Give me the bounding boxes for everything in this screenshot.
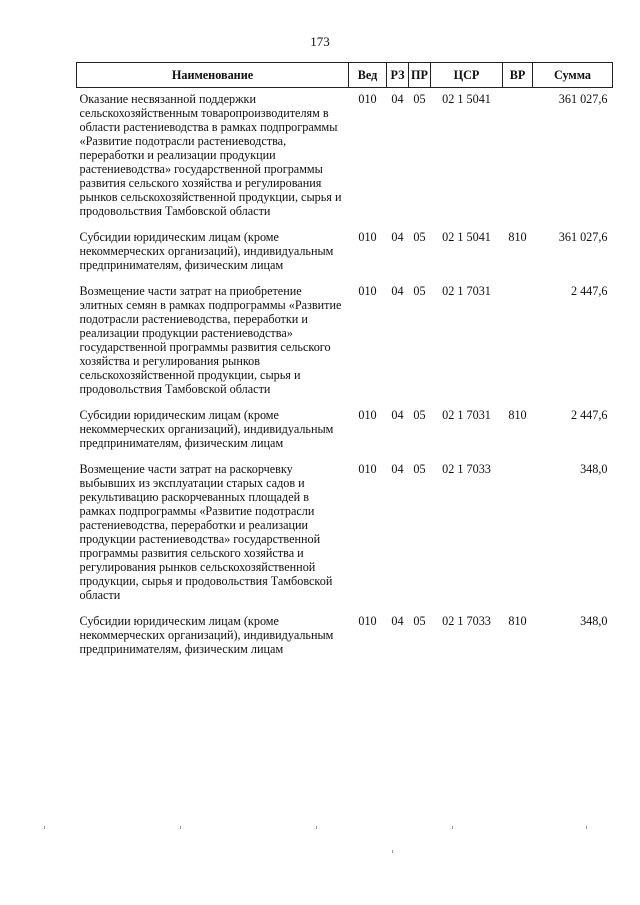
row-name: Оказание несвязанной поддержки сельскохозяйственным товаропроизводителям в области растениеводства в рамках подпрограммы «Развитие подотрасли растениеводства, переработки и реализации продукции растениеводства» государственной программы развития сельского хозяйства и регулирования рынков сельскохозяйственной продукции, сырья и продовольствия Тамбовской области	[79, 92, 342, 218]
row-csr: 02 1 7033	[442, 462, 491, 476]
row-csr: 02 1 7031	[442, 284, 491, 298]
header-name: Наименование	[77, 63, 349, 88]
table-row	[77, 462, 613, 614]
row-ved: 010	[358, 284, 377, 298]
table-row	[77, 284, 613, 408]
row-sum: 348,0	[580, 462, 608, 476]
header-sum: Сумма	[533, 63, 613, 88]
header-vr: ВР	[503, 63, 533, 88]
row-pr: 05	[413, 614, 426, 628]
header-rz: РЗ	[387, 63, 409, 88]
scan-mark	[316, 826, 317, 829]
row-rz: 04	[391, 408, 404, 422]
row-sum: 2 447,6	[570, 408, 608, 422]
table-row	[77, 88, 613, 231]
row-name: Субсидии юридическим лицам (кроме некоммерческих организаций), индивидуальным предпринимателям, физическим лицам	[79, 614, 334, 656]
row-rz: 04	[391, 92, 404, 106]
row-ved: 010	[358, 614, 377, 628]
row-vr: 810	[508, 614, 527, 628]
table-row	[77, 408, 613, 462]
table-row	[77, 614, 613, 668]
row-ved: 010	[358, 230, 377, 244]
row-rz: 04	[391, 614, 404, 628]
row-pr: 05	[413, 92, 426, 106]
row-sum: 361 027,6	[558, 92, 608, 106]
row-rz: 04	[391, 284, 404, 298]
row-ved: 010	[358, 408, 377, 422]
row-vr	[503, 462, 533, 614]
row-csr: 02 1 5041	[442, 92, 491, 106]
row-csr: 02 1 7033	[442, 614, 491, 628]
row-sum: 348,0	[580, 614, 608, 628]
row-sum: 361 027,6	[558, 230, 608, 244]
row-name: Субсидии юридическим лицам (кроме некоммерческих организаций), индивидуальным предпринимателям, физическим лицам	[79, 230, 334, 272]
row-rz: 04	[391, 230, 404, 244]
budget-table	[76, 62, 613, 668]
scan-mark	[452, 826, 453, 829]
row-sum: 2 447,6	[570, 284, 608, 298]
scan-mark	[180, 826, 181, 829]
header-csr: ЦСР	[431, 63, 503, 88]
scan-mark	[392, 850, 393, 853]
row-pr: 05	[413, 462, 426, 476]
row-rz: 04	[391, 462, 404, 476]
row-ved: 010	[358, 462, 377, 476]
row-csr: 02 1 5041	[442, 230, 491, 244]
row-pr: 05	[413, 230, 426, 244]
row-name: Возмещение части затрат на приобретение элитных семян в рамках подпрограммы «Развитие подотрасли растениеводства, переработки и реализации продукции растениеводства» государственной программы развития сельского хозяйства и регулирования рынков сельскохозяйственной продукции, сырья и продовольствия Тамбовской области	[79, 284, 342, 396]
row-vr: 810	[508, 408, 527, 422]
row-name: Возмещение части затрат на раскорчевку выбывших из эксплуатации старых садов и рекультивацию раскорчеванных площадей в рамках подпрограммы «Развитие подотрасли растениеводства, переработки и реализации продукции растениеводства» государственной программы развития сельского хозяйства и регулирования рынков сельскохозяйственной продукции, сырья и продовольствия Тамбовской области	[79, 462, 333, 602]
table-header-row	[77, 63, 613, 88]
row-csr: 02 1 7031	[442, 408, 491, 422]
row-vr: 810	[508, 230, 527, 244]
scan-marks	[0, 826, 640, 886]
page-number: 173	[310, 34, 330, 49]
row-pr: 05	[413, 408, 426, 422]
header-pr: ПР	[409, 63, 431, 88]
header-ved: Вед	[349, 63, 387, 88]
row-vr	[503, 88, 533, 231]
scan-mark	[586, 826, 587, 829]
row-ved: 010	[358, 92, 377, 106]
row-vr	[503, 284, 533, 408]
table-row	[77, 230, 613, 284]
row-name: Субсидии юридическим лицам (кроме некоммерческих организаций), индивидуальным предпринимателям, физическим лицам	[79, 408, 334, 450]
row-pr: 05	[413, 284, 426, 298]
scan-mark	[44, 826, 45, 829]
